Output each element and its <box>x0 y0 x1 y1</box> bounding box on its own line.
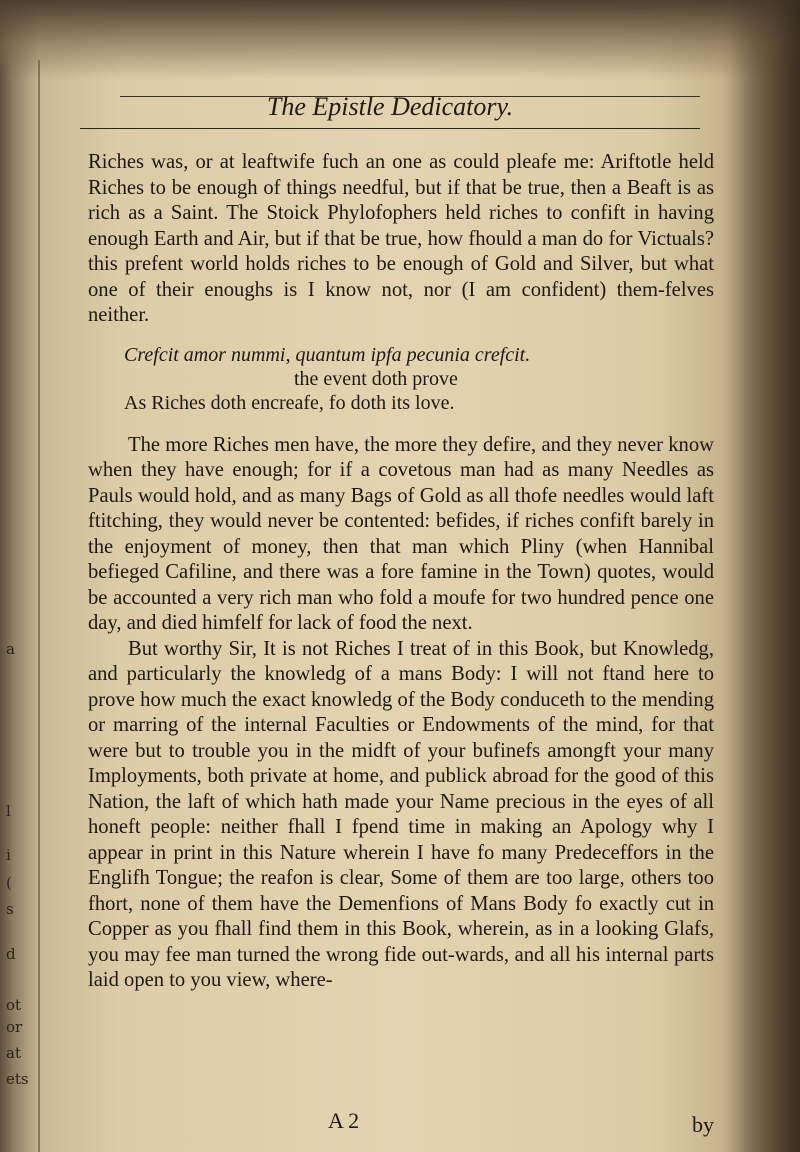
verse-line: the event doth prove <box>294 367 458 390</box>
margin-fragment: d <box>6 945 16 963</box>
catchword: by <box>692 1112 714 1137</box>
page-gutter <box>38 60 40 1152</box>
top-shadow <box>0 0 800 80</box>
margin-fragment: a <box>6 640 15 658</box>
margin-fragment: ( <box>6 874 12 892</box>
latin-verse <box>124 343 714 415</box>
signature-mark: A 2 <box>328 1108 360 1133</box>
margin-fragment: i <box>6 846 11 864</box>
page-footer <box>88 1108 714 1138</box>
margin-fragment: ot <box>6 996 22 1014</box>
verse-line: Crefcit amor nummi, quantum ipfa pecunia crefcit. <box>124 343 531 366</box>
paragraph: The more Riches men have, the more they defire, and they never know when they have enough; for if a covetous man had as many Needles as Pauls would hold, and as many Bags of Gold as all thofe needles would laft ftitching, they would never be contented: befides, if riches confift barely in the enjoyment of money, then that man which Pliny (when Hannibal befieged Cafiline, and there was a fore famine in the Town) quotes, would be accounted a very rich man who fold a moufe for two hundred pence one day, and died himfelf for lack of food the next. <box>88 433 714 634</box>
margin-fragment: l <box>6 802 11 820</box>
left-margin-bleed <box>4 0 34 1152</box>
paragraph: But worthy Sir, It is not Riches I treat of in this Book, but Knowledg, and particularly the knowledg of a mans Body: I will not ftand here to prove how much the exact knowledg of the Body conduceth to the mending or marring of the internal Faculties or Endowments of the mind, for that were but to trouble you in the midft of your bufinefs amongft your many Imployments, both private at home, and publick abroad for the good of this Nation, the laft of which hath made your Name precious in the eyes of all honeft people: neither fhall I fpend time in making an Apology why I appear in print in this Nature wherein I have fo many Predeceffors in the Englifh Tongue; the reafon is clear, Some of them are too large, others too fhort, none of them have the Demenfions of Mans Body fo exactly cut in Copper as you fhall find them in this Book, wherein, as in a looking Glafs, you may fee man turned the wrong fide out-wards, and all his internal parts laid open to you view, where- <box>88 637 714 991</box>
running-head-text: The Epistle Dedicatory. <box>266 92 514 121</box>
body-text <box>88 150 714 994</box>
margin-fragment: at <box>6 1044 21 1062</box>
paragraph: Riches was, or at leaftwife fuch an one as could pleafe me: Ariftotle held Riches to be enough of things needful, but if that be true, then a Beaft is as rich as a Saint. The Stoick Phylofophers held riches to confift in having enough Earth and Air, but if that be true, how fhould a man do for Victuals? this prefent world holds riches to be enough of Gold and Silver, but what one of their enoughs is I know not, nor (I am confident) them-felves neither. <box>88 151 714 326</box>
margin-fragment: ets <box>6 1070 29 1088</box>
margin-fragment: or <box>6 1018 23 1036</box>
running-head <box>80 92 700 129</box>
right-edge-shadow <box>730 0 800 1152</box>
verse-line: As Riches doth encreafe, fo doth its love. <box>124 391 455 414</box>
margin-fragment: s <box>6 900 14 918</box>
